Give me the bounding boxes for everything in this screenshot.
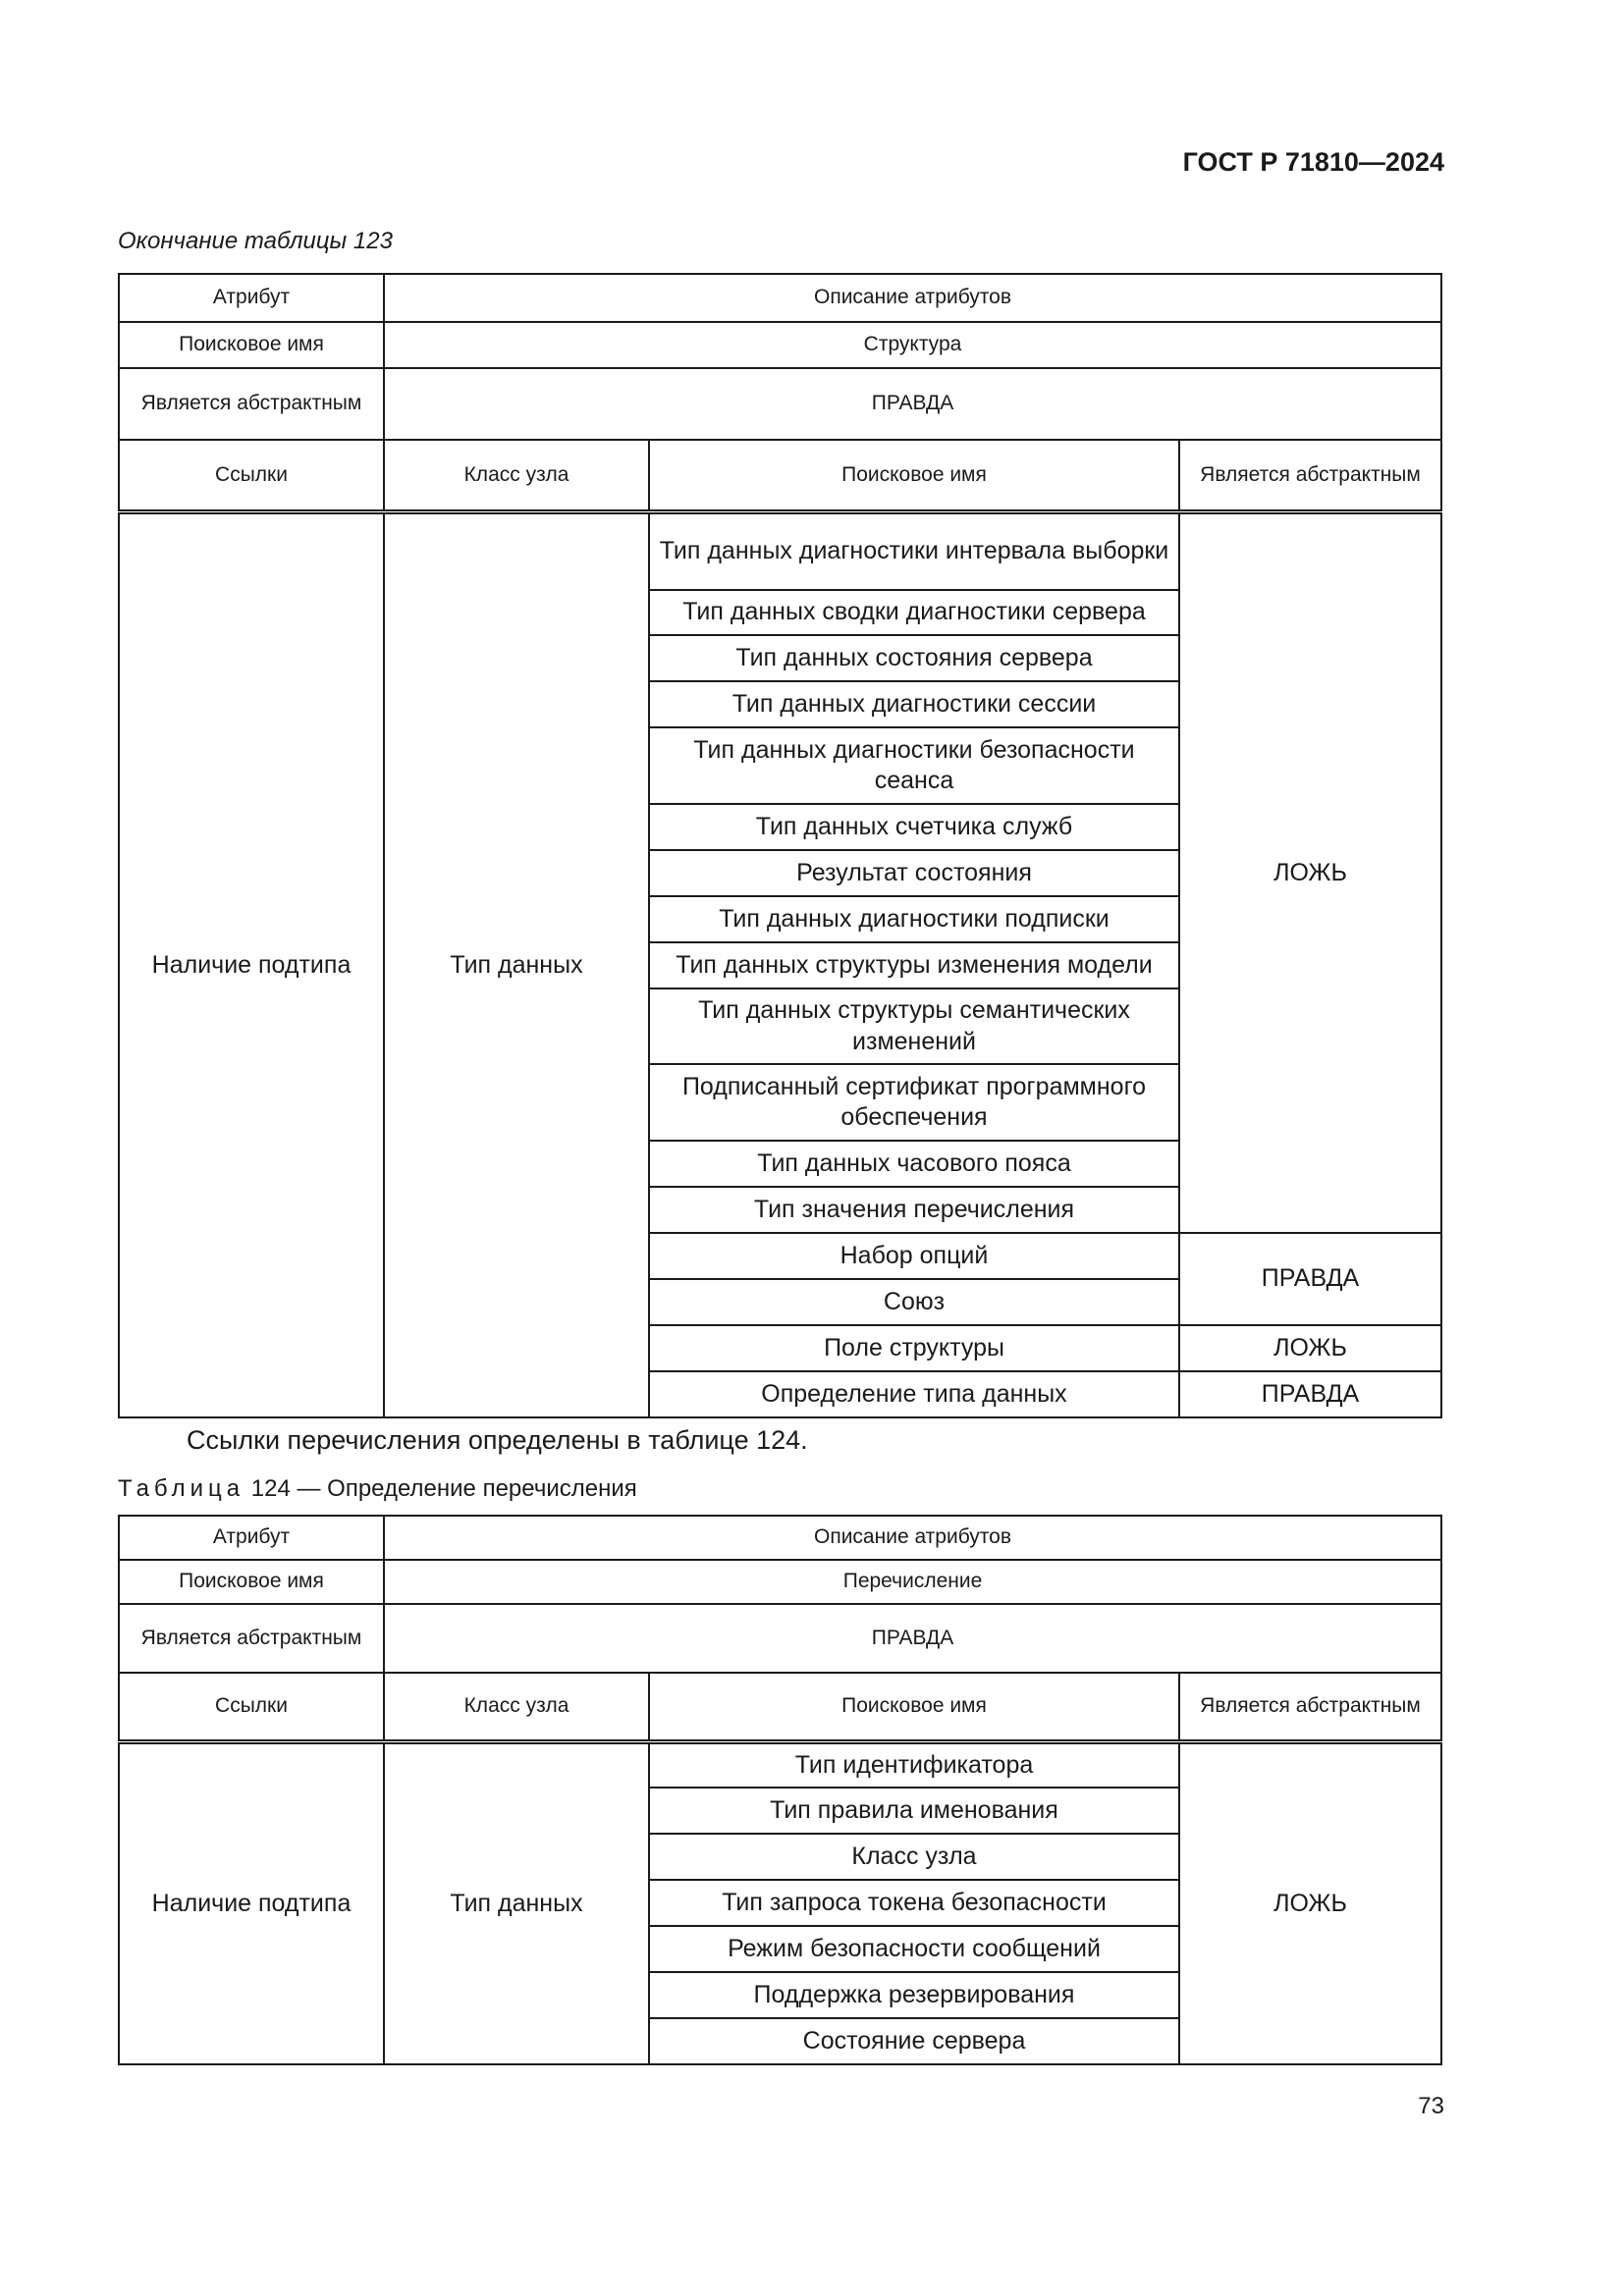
node-class-cell: Тип данных — [384, 511, 649, 1417]
browse-name-cell: Поле структуры — [649, 1325, 1179, 1371]
browse-name-cell: Тип значения перечисления — [649, 1187, 1179, 1233]
document-standard-number: ГОСТ Р 71810—2024 — [1182, 147, 1444, 177]
column-header-is-abstract: Является абстрактным — [1179, 440, 1441, 511]
is-abstract-value: ПРАВДА — [384, 1604, 1441, 1673]
browse-name-cell: Поддержка резервирования — [649, 1972, 1179, 2018]
table-label: Таблица — [118, 1475, 245, 1502]
table-row — [119, 274, 1441, 322]
browse-name-cell: Тип данных счетчика служб — [649, 804, 1179, 850]
browse-name-cell: Результат состояния — [649, 850, 1179, 896]
browse-name-cell: Тип данных диагностики интервала выборки — [649, 511, 1179, 590]
browse-name-cell: Класс узла — [649, 1834, 1179, 1880]
is-abstract-cell: ПРАВДА — [1179, 1371, 1441, 1417]
browse-name-label: Поисковое имя — [119, 1560, 384, 1604]
is-abstract-cell: ЛОЖЬ — [1179, 1325, 1441, 1371]
browse-name-cell: Тип данных часового пояса — [649, 1141, 1179, 1187]
attribute-header: Атрибут — [119, 274, 384, 322]
is-abstract-label: Является абстрактным — [119, 368, 384, 440]
is-abstract-cell: ЛОЖЬ — [1179, 511, 1441, 1233]
attribute-description-header: Описание атрибутов — [384, 1516, 1441, 1560]
node-class-cell: Тип данных — [384, 1741, 649, 2064]
attribute-description-header: Описание атрибутов — [384, 274, 1441, 322]
column-header-references: Ссылки — [119, 1673, 384, 1741]
column-header-node-class: Класс узла — [384, 1673, 649, 1741]
browse-name-cell: Состояние сервера — [649, 2018, 1179, 2064]
is-abstract-cell: ЛОЖЬ — [1179, 1741, 1441, 2064]
table-row — [119, 440, 1441, 511]
column-header-references: Ссылки — [119, 440, 384, 511]
column-header-browse-name: Поисковое имя — [649, 440, 1179, 511]
table-row — [119, 1516, 1441, 1560]
table-row — [119, 368, 1441, 440]
table-row — [119, 1741, 1441, 1788]
browse-name-value: Структура — [384, 322, 1441, 368]
browse-name-value: Перечисление — [384, 1560, 1441, 1604]
is-abstract-label: Является абстрактным — [119, 1604, 384, 1673]
browse-name-label: Поисковое имя — [119, 322, 384, 368]
browse-name-cell: Тип данных структуры изменения модели — [649, 942, 1179, 988]
table-124-caption — [118, 1475, 637, 1503]
is-abstract-value: ПРАВДА — [384, 368, 1441, 440]
table-123-continuation-caption: Окончание таблицы 123 — [118, 228, 393, 254]
browse-name-cell: Тип правила именования — [649, 1788, 1179, 1834]
table-124-title: 124 — Определение перечисления — [250, 1475, 637, 1502]
browse-name-cell: Тип идентификатора — [649, 1741, 1179, 1788]
table-row — [119, 1604, 1441, 1673]
reference-type-cell: Наличие подтипа — [119, 511, 384, 1417]
browse-name-cell: Тип данных сводки диагностики сервера — [649, 590, 1179, 635]
browse-name-cell: Тип данных диагностики сессии — [649, 681, 1179, 727]
table-row — [119, 511, 1441, 590]
table-123 — [118, 273, 1442, 1418]
table-124 — [118, 1515, 1442, 2065]
browse-name-cell: Подписанный сертификат программного обеспечения — [649, 1064, 1179, 1141]
attribute-header: Атрибут — [119, 1516, 384, 1560]
column-header-is-abstract: Является абстрактным — [1179, 1673, 1441, 1741]
browse-name-cell: Тип запроса токена безопасности — [649, 1880, 1179, 1926]
column-header-node-class: Класс узла — [384, 440, 649, 511]
browse-name-cell: Набор опций — [649, 1233, 1179, 1279]
browse-name-cell: Тип данных диагностики безопасности сеанса — [649, 727, 1179, 804]
table-row — [119, 1560, 1441, 1604]
browse-name-cell: Союз — [649, 1279, 1179, 1325]
browse-name-cell: Тип данных состояния сервера — [649, 635, 1179, 681]
browse-name-cell: Определение типа данных — [649, 1371, 1179, 1417]
page-number: 73 — [1418, 2093, 1444, 2119]
is-abstract-cell: ПРАВДА — [1179, 1233, 1441, 1325]
paragraph-enumeration-references: Ссылки перечисления определены в таблице 124. — [187, 1425, 808, 1455]
table-row — [119, 1673, 1441, 1741]
browse-name-cell: Тип данных диагностики подписки — [649, 896, 1179, 942]
browse-name-cell: Тип данных структуры семантических изменений — [649, 988, 1179, 1064]
browse-name-cell: Режим безопасности сообщений — [649, 1926, 1179, 1972]
reference-type-cell: Наличие подтипа — [119, 1741, 384, 2064]
column-header-browse-name: Поисковое имя — [649, 1673, 1179, 1741]
table-row — [119, 322, 1441, 368]
